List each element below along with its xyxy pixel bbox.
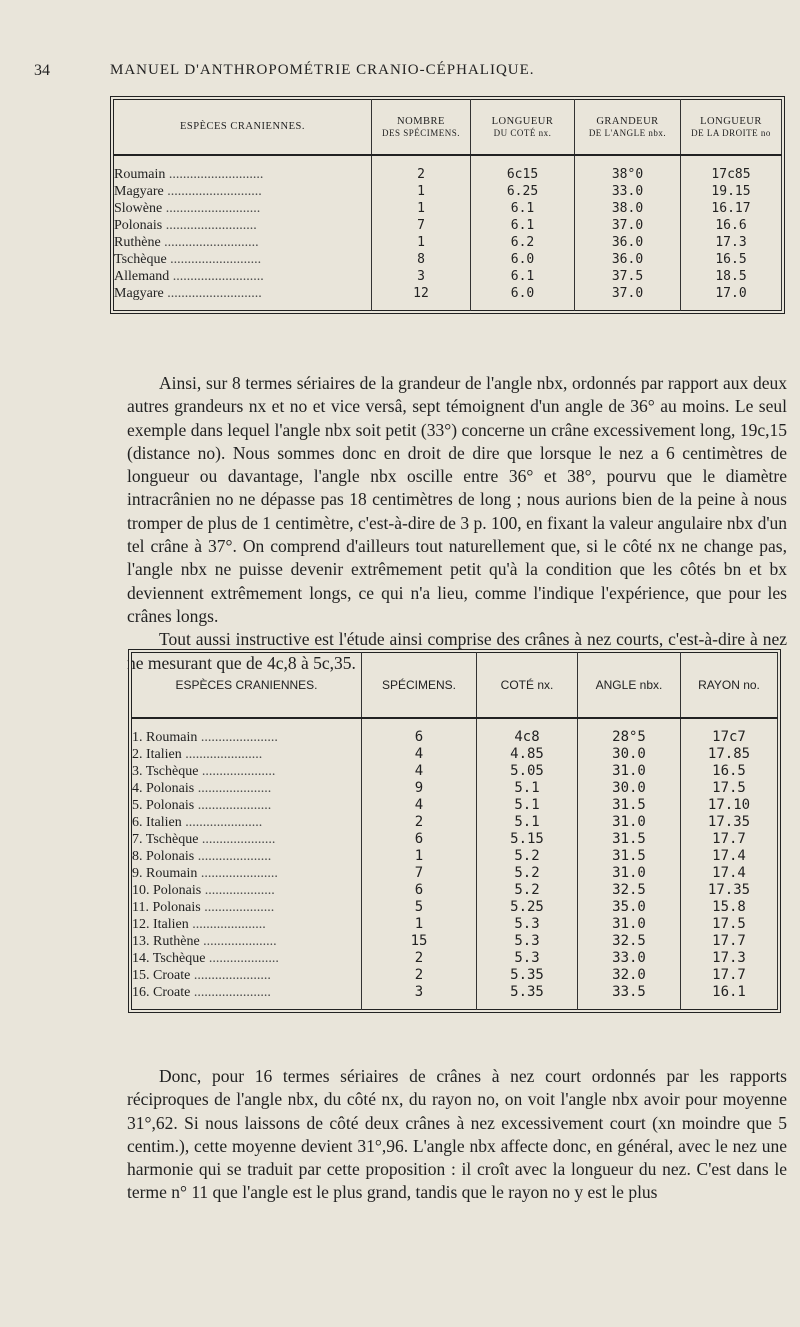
- paragraph: Donc, pour 16 termes sériaires de crânes à nez court ordonnés par les rapports réciproques de l'angle nbx, du côté nx, du rayon no, on voit l'angle nbx avoir pour moyenne 31°,62. Si nous laissons de côté deux crânes à nez excessivement court (xn moindre que 5 centim.), cette moyenne devient 31°,96. L'angle nbx affecte donc, en général, avec le nez une harmonie qui se traduit par cette proposition : il croît avec la longueur du nez. C'est dans le terme n° 11 que l'angle est le plus grand, tandis que le rayon no y est le plus: [127, 1066, 787, 1203]
- cell-species: [114, 200, 372, 217]
- cell-count: 1: [372, 183, 471, 200]
- dot-leader: ....................: [201, 883, 275, 898]
- table-row: [114, 217, 782, 234]
- dot-leader: .....................: [194, 781, 272, 796]
- cell-side: 5.3: [477, 916, 578, 933]
- cell-side: 4c8: [477, 718, 578, 746]
- cell-angle: 37.0: [575, 217, 681, 234]
- cell-species: [132, 780, 362, 797]
- column-header-sub: DE LA DROITE no: [691, 127, 771, 138]
- dot-leader: ....................: [200, 900, 275, 915]
- cell-angle: 37.5: [575, 268, 681, 285]
- column-header-sub: DU COTÉ nx.: [493, 127, 552, 138]
- cell-side: 5.1: [477, 780, 578, 797]
- cell-species: [132, 831, 362, 848]
- dot-leader: .....................: [194, 849, 272, 864]
- cell-angle: 31.5: [578, 848, 681, 865]
- table-row: [132, 848, 778, 865]
- species-name: 9. Roumain: [132, 866, 198, 881]
- cell-radius: 17.10: [681, 797, 778, 814]
- cell-side: 5.2: [477, 882, 578, 899]
- cell-species: [132, 746, 362, 763]
- species-name: 7. Tschèque: [132, 832, 199, 847]
- column-header: SPÉCIMENS.: [362, 653, 477, 719]
- cell-angle: 30.0: [578, 746, 681, 763]
- table-row: [114, 285, 782, 311]
- cell-count: 6: [362, 718, 477, 746]
- dot-leader: ....................: [205, 951, 279, 966]
- table-row: [132, 950, 778, 967]
- species-name: 14. Tschèque: [132, 951, 206, 966]
- cell-length: 17c85: [681, 155, 782, 183]
- cell-species: [132, 916, 362, 933]
- table-row: [132, 763, 778, 780]
- cell-side: 5.05: [477, 763, 578, 780]
- cell-angle: 35.0: [578, 899, 681, 916]
- species-name: 15. Croate: [132, 968, 191, 983]
- cell-species: [114, 251, 372, 268]
- cell-side: 5.35: [477, 967, 578, 984]
- table-row: [132, 746, 778, 763]
- species-name: Magyare: [114, 184, 164, 199]
- cell-angle: 38°0: [575, 155, 681, 183]
- species-name: 3. Tschèque: [132, 764, 199, 779]
- species-name: Magyare: [114, 286, 164, 301]
- dot-leader: .....................: [198, 832, 276, 847]
- cell-side: 5.2: [477, 848, 578, 865]
- column-header: [114, 100, 372, 156]
- cell-side: 6.0: [471, 251, 575, 268]
- dot-leader: ......................: [190, 968, 271, 983]
- table-row: [132, 967, 778, 984]
- dot-leader: ......................: [197, 866, 278, 881]
- cell-count: 3: [362, 984, 477, 1010]
- cell-species: [132, 899, 362, 916]
- column-header: ESPÈCES CRANIENNES.: [132, 653, 362, 719]
- table-row: [132, 865, 778, 882]
- species-name: 2. Italien: [132, 747, 182, 762]
- cell-angle: 31.0: [578, 814, 681, 831]
- cell-species: [132, 718, 362, 746]
- cell-angle: 38.0: [575, 200, 681, 217]
- cell-angle: 36.0: [575, 234, 681, 251]
- dot-leader: ...........................: [165, 167, 264, 182]
- cell-count: 6: [362, 831, 477, 848]
- cell-count: 4: [362, 746, 477, 763]
- cell-angle: 31.0: [578, 763, 681, 780]
- column-header-main: LONGUEUR: [700, 115, 762, 127]
- species-name: 4. Polonais: [132, 781, 195, 796]
- cell-count: 8: [372, 251, 471, 268]
- table-row: [132, 984, 778, 1010]
- cell-side: 5.1: [477, 814, 578, 831]
- cell-radius: 16.5: [681, 763, 778, 780]
- table-row: [114, 183, 782, 200]
- species-name: 6. Italien: [132, 815, 182, 830]
- cell-count: 7: [372, 217, 471, 234]
- cell-species: [132, 848, 362, 865]
- dot-leader: ...........................: [160, 235, 259, 250]
- cell-radius: 17.3: [681, 950, 778, 967]
- cell-side: 5.1: [477, 797, 578, 814]
- dot-leader: ..........................: [166, 252, 262, 267]
- cell-radius: 17.5: [681, 916, 778, 933]
- cell-radius: 17.35: [681, 882, 778, 899]
- cell-species: [132, 984, 362, 1010]
- column-header-main: NOMBRE: [397, 115, 445, 127]
- cell-side: 6.2: [471, 234, 575, 251]
- cell-length: 18.5: [681, 268, 782, 285]
- cell-angle: 31.0: [578, 865, 681, 882]
- cell-angle: 31.5: [578, 797, 681, 814]
- cell-angle: 32.5: [578, 882, 681, 899]
- cell-side: 5.25: [477, 899, 578, 916]
- cell-count: 6: [362, 882, 477, 899]
- column-header-sub: DE L'ANGLE nbx.: [588, 127, 667, 138]
- cell-angle: 28°5: [578, 718, 681, 746]
- column-header-main: ESPÈCES CRANIENNES.: [179, 121, 305, 133]
- dot-leader: ...........................: [163, 184, 262, 199]
- cell-radius: 17c7: [681, 718, 778, 746]
- column-header-sub: DES SPÉCIMENS.: [381, 127, 460, 138]
- cell-species: [114, 155, 372, 183]
- running-head: [34, 62, 774, 86]
- species-name: Slowène: [114, 201, 163, 216]
- cell-side: 5.15: [477, 831, 578, 848]
- cell-count: 2: [372, 155, 471, 183]
- table-short-noses: [131, 652, 778, 1010]
- table-row: [132, 831, 778, 848]
- dot-leader: ......................: [190, 985, 271, 1000]
- table-row: [114, 200, 782, 217]
- column-header-main: LONGUEUR: [491, 115, 554, 127]
- table-row: [132, 814, 778, 831]
- cell-length: 17.3: [681, 234, 782, 251]
- table-header-row: [132, 653, 778, 719]
- cell-radius: 17.7: [681, 933, 778, 950]
- cell-species: [132, 950, 362, 967]
- cell-species: [114, 268, 372, 285]
- cell-count: 7: [362, 865, 477, 882]
- cell-angle: 33.0: [575, 183, 681, 200]
- species-name: 13. Ruthène: [132, 934, 200, 949]
- cell-radius: 17.7: [681, 831, 778, 848]
- table-header-row: [114, 100, 782, 156]
- species-name: 11. Polonais: [132, 900, 201, 915]
- cell-species: [132, 763, 362, 780]
- cell-species: [114, 285, 372, 311]
- cell-species: [132, 797, 362, 814]
- cell-radius: 17.5: [681, 780, 778, 797]
- cell-angle: 37.0: [575, 285, 681, 311]
- paragraph-body-1: [127, 372, 787, 675]
- table-row: [114, 251, 782, 268]
- species-name: Ruthène: [114, 235, 161, 250]
- cell-radius: 17.85: [681, 746, 778, 763]
- cell-length: 17.0: [681, 285, 782, 311]
- species-name: 10. Polonais: [132, 883, 202, 898]
- table-row: [132, 899, 778, 916]
- dot-leader: .....................: [199, 934, 277, 949]
- paragraph: Tout aussi instructive est l'étude ainsi comprise des crânes à nez courts, c'est-à-dire à nez ne mesurant que de 4c,8 à 5c,35.: [127, 629, 787, 673]
- cell-radius: 15.8: [681, 899, 778, 916]
- species-name: Allemand: [114, 269, 170, 284]
- column-header: [372, 100, 471, 156]
- cell-species: [114, 183, 372, 200]
- cell-side: 6.1: [471, 200, 575, 217]
- cell-angle: 33.5: [578, 984, 681, 1010]
- species-name: 8. Polonais: [132, 849, 195, 864]
- paragraph-body-2: [127, 1065, 787, 1205]
- cell-count: 1: [372, 200, 471, 217]
- paragraph: Ainsi, sur 8 termes sériaires de la grandeur de l'angle nbx, ordonnés par rapport aux deux autres grandeurs nx et no et vice versâ, sept témoignent d'un angle de 36° au moins. Le seul exemple dans lequel l'angle nbx soit petit (33°) concerne un crâne excessivement long, 19c,15 (distance no). Nous sommes donc en droit de dire que lorsque le nez a 6 centimètres de longueur ou davantage, l'angle nbx oscille entre 36° et 38°, pourvu que le diamètre intracrânien no ne dépasse pas 18 centimètres de long ; nous aurions bien de la peine à nous tromper de plus de 1 centimètre, c'est-à-dire de 3 p. 100, en fixant la valeur angulaire nbx d'un tel crâne à 37°. On comprend d'ailleurs tout naturellement que, si le côté nx ne change pas, l'angle nbx ne puisse devenir extrêmement petit qu'à la condition que les côtés bn et bx deviennent extrêmement longs, ce qui n'a lieu, comme l'indique l'expérience, que pour les crânes longs.: [127, 373, 787, 626]
- table-row: [132, 797, 778, 814]
- cell-length: 16.6: [681, 217, 782, 234]
- cell-radius: 17.35: [681, 814, 778, 831]
- cell-count: 1: [372, 234, 471, 251]
- column-header: [681, 100, 782, 156]
- species-name: Polonais: [114, 218, 163, 233]
- table-row: [132, 933, 778, 950]
- column-header: [575, 100, 681, 156]
- cell-side: 5.2: [477, 865, 578, 882]
- species-name: 5. Polonais: [132, 798, 195, 813]
- cell-side: 6.25: [471, 183, 575, 200]
- dot-leader: ......................: [197, 730, 278, 745]
- cell-side: 6.1: [471, 217, 575, 234]
- cell-count: 4: [362, 763, 477, 780]
- cell-count: 1: [362, 916, 477, 933]
- cell-count: 9: [362, 780, 477, 797]
- cell-count: 2: [362, 967, 477, 984]
- cell-radius: 16.1: [681, 984, 778, 1010]
- cell-count: 12: [372, 285, 471, 311]
- cell-angle: 30.0: [578, 780, 681, 797]
- table-row: [132, 780, 778, 797]
- cell-angle: 32.0: [578, 967, 681, 984]
- dot-leader: .....................: [198, 764, 276, 779]
- cell-species: [132, 967, 362, 984]
- cell-side: 4.85: [477, 746, 578, 763]
- table-row: [114, 155, 782, 183]
- cell-species: [132, 933, 362, 950]
- cell-count: 15: [362, 933, 477, 950]
- dot-leader: .....................: [188, 917, 266, 932]
- cell-side: 6.1: [471, 268, 575, 285]
- table-row: [114, 234, 782, 251]
- dot-leader: ...........................: [163, 286, 262, 301]
- cell-count: 2: [362, 950, 477, 967]
- cell-length: 19.15: [681, 183, 782, 200]
- dot-leader: ......................: [181, 747, 263, 762]
- dot-leader: ..........................: [169, 269, 264, 284]
- cell-length: 16.5: [681, 251, 782, 268]
- cell-count: 1: [362, 848, 477, 865]
- cell-species: [132, 814, 362, 831]
- cell-count: 3: [372, 268, 471, 285]
- species-name: 16. Croate: [132, 985, 191, 1000]
- cell-angle: 31.5: [578, 831, 681, 848]
- running-title: MANUEL D'ANTHROPOMÉTRIE CRANIO-CÉPHALIQUE.: [110, 62, 535, 78]
- dot-leader: ..........................: [162, 218, 257, 233]
- column-header: COTÉ nx.: [477, 653, 578, 719]
- column-header: [471, 100, 575, 156]
- dot-leader: ...........................: [162, 201, 261, 216]
- cell-count: 2: [362, 814, 477, 831]
- cell-side: 6c15: [471, 155, 575, 183]
- cell-radius: 17.4: [681, 848, 778, 865]
- column-header: RAYON no.: [681, 653, 778, 719]
- cell-angle: 31.0: [578, 916, 681, 933]
- dot-leader: .....................: [194, 798, 272, 813]
- table-row: [114, 268, 782, 285]
- species-name: Tschèque: [114, 252, 167, 267]
- cell-side: 5.3: [477, 933, 578, 950]
- cell-angle: 32.5: [578, 933, 681, 950]
- species-name: Roumain: [114, 167, 166, 182]
- cell-species: [114, 217, 372, 234]
- cell-length: 16.17: [681, 200, 782, 217]
- cell-side: 5.3: [477, 950, 578, 967]
- dot-leader: ......................: [181, 815, 263, 830]
- page-number: 34: [34, 62, 50, 79]
- cell-count: 4: [362, 797, 477, 814]
- cell-species: [132, 882, 362, 899]
- cell-species: [114, 234, 372, 251]
- species-name: 12. Italien: [132, 917, 189, 932]
- table-nasal-length: [113, 99, 782, 311]
- cell-side: 5.35: [477, 984, 578, 1010]
- column-header-main: GRANDEUR: [596, 115, 659, 127]
- table-row: [132, 718, 778, 746]
- cell-radius: 17.7: [681, 967, 778, 984]
- cell-angle: 36.0: [575, 251, 681, 268]
- column-header: ANGLE nbx.: [578, 653, 681, 719]
- cell-radius: 17.4: [681, 865, 778, 882]
- cell-angle: 33.0: [578, 950, 681, 967]
- species-name: 1. Roumain: [132, 730, 198, 745]
- cell-side: 6.0: [471, 285, 575, 311]
- table-row: [132, 882, 778, 899]
- cell-species: [132, 865, 362, 882]
- cell-count: 5: [362, 899, 477, 916]
- table-row: [132, 916, 778, 933]
